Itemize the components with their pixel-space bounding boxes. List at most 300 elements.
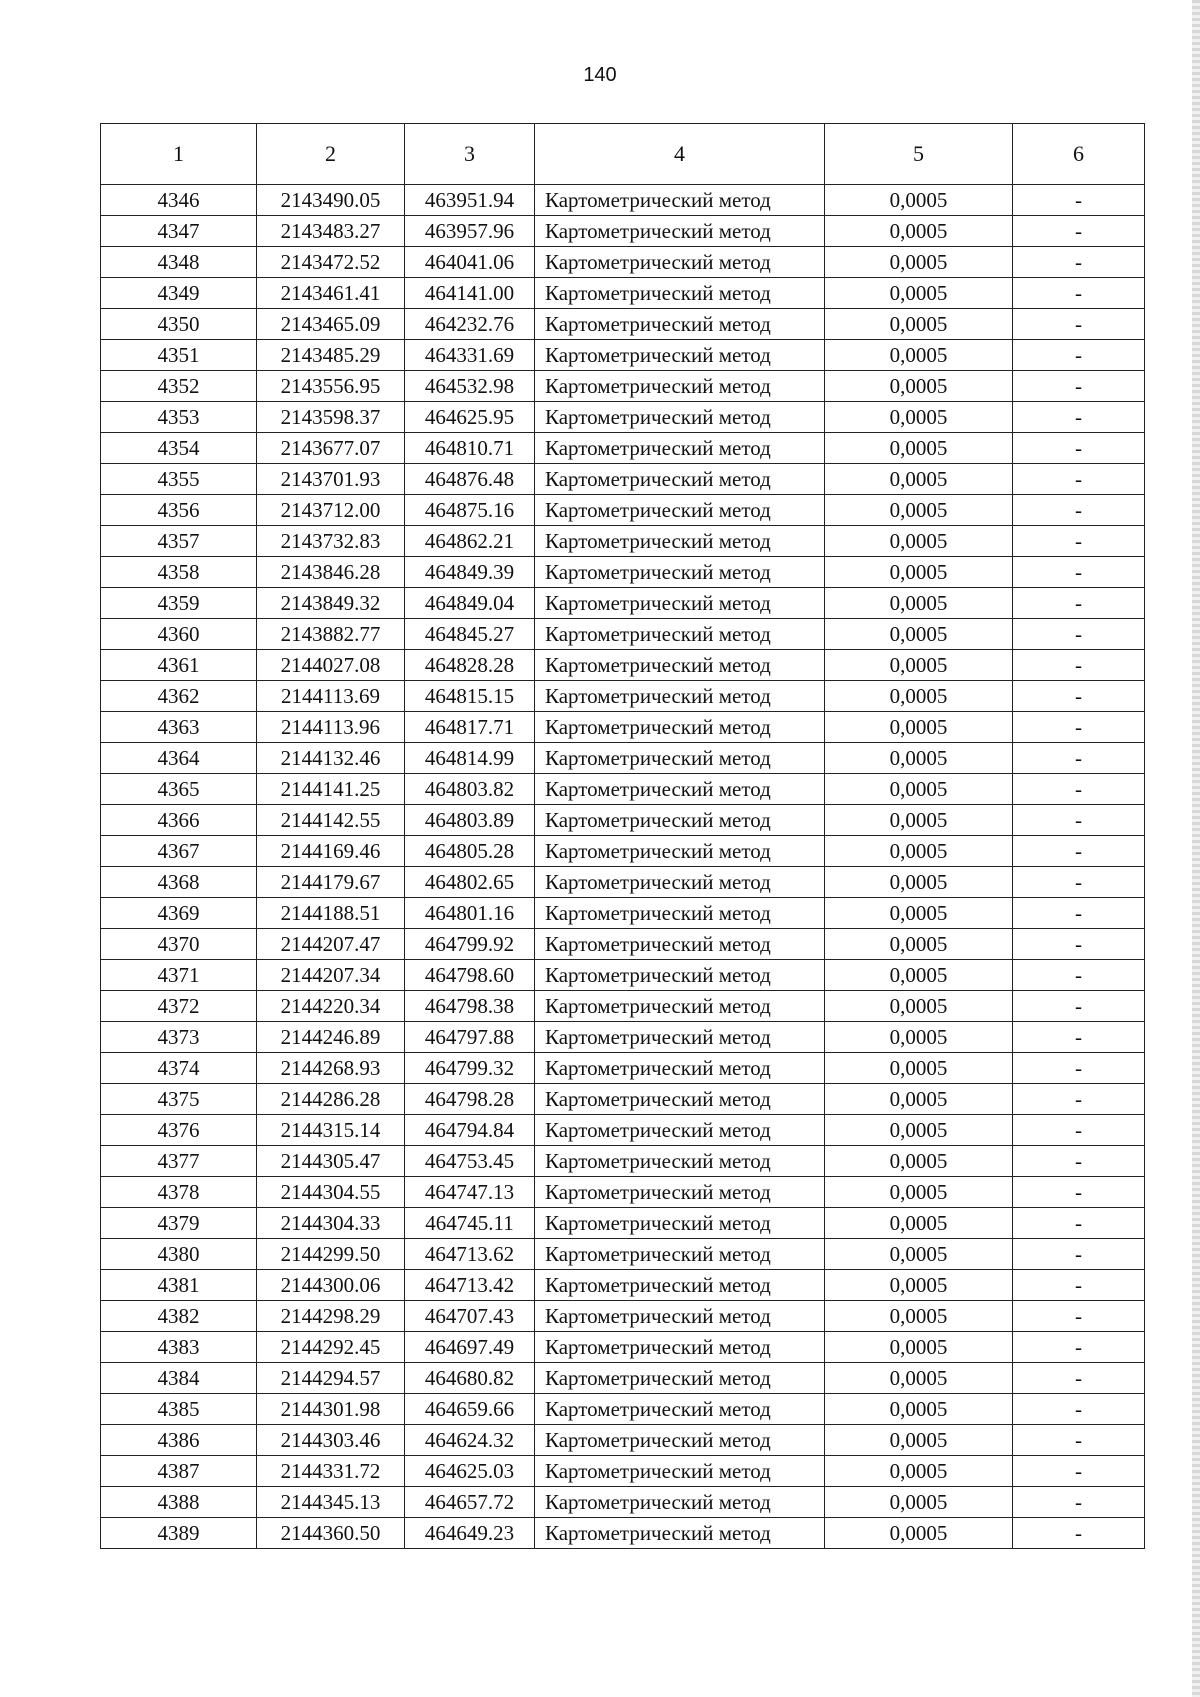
point-number-cell: 4357 bbox=[101, 526, 257, 557]
table-row bbox=[101, 898, 1145, 929]
x-coordinate-cell: 2144301.98 bbox=[257, 1394, 405, 1425]
y-coordinate-cell: 464657.72 bbox=[405, 1487, 535, 1518]
y-coordinate-cell: 464875.16 bbox=[405, 495, 535, 526]
x-coordinate-cell: 2143677.07 bbox=[257, 433, 405, 464]
accuracy-cell: 0,0005 bbox=[825, 1332, 1013, 1363]
method-cell: Картометрический метод bbox=[535, 1332, 825, 1363]
accuracy-cell: 0,0005 bbox=[825, 1239, 1013, 1270]
method-cell: Картометрический метод bbox=[535, 774, 825, 805]
note-cell: - bbox=[1013, 1115, 1145, 1146]
table-row bbox=[101, 588, 1145, 619]
accuracy-cell: 0,0005 bbox=[825, 929, 1013, 960]
point-number-cell: 4373 bbox=[101, 1022, 257, 1053]
y-coordinate-cell: 464232.76 bbox=[405, 309, 535, 340]
method-cell: Картометрический метод bbox=[535, 278, 825, 309]
note-cell: - bbox=[1013, 1487, 1145, 1518]
x-coordinate-cell: 2143598.37 bbox=[257, 402, 405, 433]
method-cell: Картометрический метод bbox=[535, 1425, 825, 1456]
point-number-cell: 4363 bbox=[101, 712, 257, 743]
table-row bbox=[101, 1208, 1145, 1239]
y-coordinate-cell: 464797.88 bbox=[405, 1022, 535, 1053]
note-cell: - bbox=[1013, 712, 1145, 743]
table-row bbox=[101, 247, 1145, 278]
accuracy-cell: 0,0005 bbox=[825, 774, 1013, 805]
point-number-cell: 4371 bbox=[101, 960, 257, 991]
accuracy-cell: 0,0005 bbox=[825, 743, 1013, 774]
accuracy-cell: 0,0005 bbox=[825, 309, 1013, 340]
point-number-cell: 4386 bbox=[101, 1425, 257, 1456]
x-coordinate-cell: 2144300.06 bbox=[257, 1270, 405, 1301]
x-coordinate-cell: 2143472.52 bbox=[257, 247, 405, 278]
accuracy-cell: 0,0005 bbox=[825, 247, 1013, 278]
method-cell: Картометрический метод bbox=[535, 1115, 825, 1146]
method-cell: Картометрический метод bbox=[535, 340, 825, 371]
y-coordinate-cell: 464798.60 bbox=[405, 960, 535, 991]
y-coordinate-cell: 464828.28 bbox=[405, 650, 535, 681]
table-row bbox=[101, 1239, 1145, 1270]
x-coordinate-cell: 2144207.34 bbox=[257, 960, 405, 991]
y-coordinate-cell: 464713.42 bbox=[405, 1270, 535, 1301]
method-cell: Картометрический метод bbox=[535, 1518, 825, 1549]
header-col-6: 6 bbox=[1013, 124, 1145, 185]
point-number-cell: 4375 bbox=[101, 1084, 257, 1115]
method-cell: Картометрический метод bbox=[535, 1239, 825, 1270]
method-cell: Картометрический метод bbox=[535, 960, 825, 991]
note-cell: - bbox=[1013, 495, 1145, 526]
table-row bbox=[101, 557, 1145, 588]
accuracy-cell: 0,0005 bbox=[825, 1425, 1013, 1456]
method-cell: Картометрический метод bbox=[535, 650, 825, 681]
point-number-cell: 4374 bbox=[101, 1053, 257, 1084]
point-number-cell: 4368 bbox=[101, 867, 257, 898]
x-coordinate-cell: 2144294.57 bbox=[257, 1363, 405, 1394]
accuracy-cell: 0,0005 bbox=[825, 1022, 1013, 1053]
header-col-1: 1 bbox=[101, 124, 257, 185]
table-row bbox=[101, 1115, 1145, 1146]
x-coordinate-cell: 2144298.29 bbox=[257, 1301, 405, 1332]
point-number-cell: 4346 bbox=[101, 185, 257, 216]
accuracy-cell: 0,0005 bbox=[825, 960, 1013, 991]
x-coordinate-cell: 2144299.50 bbox=[257, 1239, 405, 1270]
method-cell: Картометрический метод bbox=[535, 681, 825, 712]
x-coordinate-cell: 2144142.55 bbox=[257, 805, 405, 836]
method-cell: Картометрический метод bbox=[535, 1301, 825, 1332]
table-body bbox=[101, 185, 1145, 1549]
point-number-cell: 4388 bbox=[101, 1487, 257, 1518]
method-cell: Картометрический метод bbox=[535, 247, 825, 278]
accuracy-cell: 0,0005 bbox=[825, 650, 1013, 681]
scan-edge bbox=[1192, 0, 1200, 1697]
table-row bbox=[101, 743, 1145, 774]
y-coordinate-cell: 464810.71 bbox=[405, 433, 535, 464]
note-cell: - bbox=[1013, 247, 1145, 278]
accuracy-cell: 0,0005 bbox=[825, 402, 1013, 433]
table-row bbox=[101, 1177, 1145, 1208]
method-cell: Картометрический метод bbox=[535, 805, 825, 836]
point-number-cell: 4360 bbox=[101, 619, 257, 650]
y-coordinate-cell: 464753.45 bbox=[405, 1146, 535, 1177]
point-number-cell: 4384 bbox=[101, 1363, 257, 1394]
y-coordinate-cell: 464680.82 bbox=[405, 1363, 535, 1394]
table-row bbox=[101, 1084, 1145, 1115]
x-coordinate-cell: 2144286.28 bbox=[257, 1084, 405, 1115]
note-cell: - bbox=[1013, 309, 1145, 340]
note-cell: - bbox=[1013, 1022, 1145, 1053]
method-cell: Картометрический метод bbox=[535, 216, 825, 247]
table-row bbox=[101, 1146, 1145, 1177]
y-coordinate-cell: 464849.39 bbox=[405, 557, 535, 588]
y-coordinate-cell: 464713.62 bbox=[405, 1239, 535, 1270]
accuracy-cell: 0,0005 bbox=[825, 1177, 1013, 1208]
x-coordinate-cell: 2144113.96 bbox=[257, 712, 405, 743]
x-coordinate-cell: 2144360.50 bbox=[257, 1518, 405, 1549]
method-cell: Картометрический метод bbox=[535, 1270, 825, 1301]
method-cell: Картометрический метод bbox=[535, 929, 825, 960]
table-row bbox=[101, 1487, 1145, 1518]
method-cell: Картометрический метод bbox=[535, 867, 825, 898]
point-number-cell: 4364 bbox=[101, 743, 257, 774]
point-number-cell: 4366 bbox=[101, 805, 257, 836]
note-cell: - bbox=[1013, 1425, 1145, 1456]
y-coordinate-cell: 464799.32 bbox=[405, 1053, 535, 1084]
note-cell: - bbox=[1013, 991, 1145, 1022]
x-coordinate-cell: 2143485.29 bbox=[257, 340, 405, 371]
method-cell: Картометрический метод bbox=[535, 1208, 825, 1239]
point-number-cell: 4387 bbox=[101, 1456, 257, 1487]
point-number-cell: 4348 bbox=[101, 247, 257, 278]
accuracy-cell: 0,0005 bbox=[825, 464, 1013, 495]
accuracy-cell: 0,0005 bbox=[825, 1394, 1013, 1425]
table-row bbox=[101, 991, 1145, 1022]
method-cell: Картометрический метод bbox=[535, 991, 825, 1022]
table-row bbox=[101, 495, 1145, 526]
accuracy-cell: 0,0005 bbox=[825, 712, 1013, 743]
accuracy-cell: 0,0005 bbox=[825, 1208, 1013, 1239]
y-coordinate-cell: 464624.32 bbox=[405, 1425, 535, 1456]
accuracy-cell: 0,0005 bbox=[825, 619, 1013, 650]
point-number-cell: 4370 bbox=[101, 929, 257, 960]
table-row bbox=[101, 867, 1145, 898]
accuracy-cell: 0,0005 bbox=[825, 588, 1013, 619]
header-col-5: 5 bbox=[825, 124, 1013, 185]
point-number-cell: 4353 bbox=[101, 402, 257, 433]
point-number-cell: 4356 bbox=[101, 495, 257, 526]
accuracy-cell: 0,0005 bbox=[825, 495, 1013, 526]
y-coordinate-cell: 464747.13 bbox=[405, 1177, 535, 1208]
x-coordinate-cell: 2144292.45 bbox=[257, 1332, 405, 1363]
table-row bbox=[101, 433, 1145, 464]
accuracy-cell: 0,0005 bbox=[825, 1518, 1013, 1549]
accuracy-cell: 0,0005 bbox=[825, 991, 1013, 1022]
note-cell: - bbox=[1013, 1301, 1145, 1332]
x-coordinate-cell: 2144315.14 bbox=[257, 1115, 405, 1146]
table-row bbox=[101, 712, 1145, 743]
note-cell: - bbox=[1013, 1084, 1145, 1115]
accuracy-cell: 0,0005 bbox=[825, 433, 1013, 464]
method-cell: Картометрический метод bbox=[535, 557, 825, 588]
note-cell: - bbox=[1013, 960, 1145, 991]
table-row bbox=[101, 836, 1145, 867]
y-coordinate-cell: 464707.43 bbox=[405, 1301, 535, 1332]
point-number-cell: 4365 bbox=[101, 774, 257, 805]
y-coordinate-cell: 464814.99 bbox=[405, 743, 535, 774]
point-number-cell: 4358 bbox=[101, 557, 257, 588]
table-row bbox=[101, 805, 1145, 836]
y-coordinate-cell: 464815.15 bbox=[405, 681, 535, 712]
x-coordinate-cell: 2144179.67 bbox=[257, 867, 405, 898]
note-cell: - bbox=[1013, 805, 1145, 836]
table-row bbox=[101, 1425, 1145, 1456]
accuracy-cell: 0,0005 bbox=[825, 681, 1013, 712]
note-cell: - bbox=[1013, 526, 1145, 557]
point-number-cell: 4361 bbox=[101, 650, 257, 681]
method-cell: Картометрический метод bbox=[535, 1487, 825, 1518]
y-coordinate-cell: 464532.98 bbox=[405, 371, 535, 402]
note-cell: - bbox=[1013, 1332, 1145, 1363]
point-number-cell: 4389 bbox=[101, 1518, 257, 1549]
point-number-cell: 4372 bbox=[101, 991, 257, 1022]
y-coordinate-cell: 464331.69 bbox=[405, 340, 535, 371]
point-number-cell: 4382 bbox=[101, 1301, 257, 1332]
note-cell: - bbox=[1013, 836, 1145, 867]
accuracy-cell: 0,0005 bbox=[825, 1487, 1013, 1518]
x-coordinate-cell: 2144246.89 bbox=[257, 1022, 405, 1053]
point-number-cell: 4381 bbox=[101, 1270, 257, 1301]
y-coordinate-cell: 464803.82 bbox=[405, 774, 535, 805]
method-cell: Картометрический метод bbox=[535, 836, 825, 867]
table-header bbox=[101, 124, 1145, 185]
y-coordinate-cell: 463957.96 bbox=[405, 216, 535, 247]
table-row bbox=[101, 216, 1145, 247]
method-cell: Картометрический метод bbox=[535, 526, 825, 557]
y-coordinate-cell: 464659.66 bbox=[405, 1394, 535, 1425]
method-cell: Картометрический метод bbox=[535, 495, 825, 526]
y-coordinate-cell: 463951.94 bbox=[405, 185, 535, 216]
point-number-cell: 4378 bbox=[101, 1177, 257, 1208]
x-coordinate-cell: 2144027.08 bbox=[257, 650, 405, 681]
point-number-cell: 4369 bbox=[101, 898, 257, 929]
accuracy-cell: 0,0005 bbox=[825, 1270, 1013, 1301]
method-cell: Картометрический метод bbox=[535, 371, 825, 402]
point-number-cell: 4377 bbox=[101, 1146, 257, 1177]
accuracy-cell: 0,0005 bbox=[825, 278, 1013, 309]
x-coordinate-cell: 2144207.47 bbox=[257, 929, 405, 960]
note-cell: - bbox=[1013, 1239, 1145, 1270]
note-cell: - bbox=[1013, 1146, 1145, 1177]
point-number-cell: 4351 bbox=[101, 340, 257, 371]
table-row bbox=[101, 309, 1145, 340]
x-coordinate-cell: 2144113.69 bbox=[257, 681, 405, 712]
method-cell: Картометрический метод bbox=[535, 1363, 825, 1394]
point-number-cell: 4376 bbox=[101, 1115, 257, 1146]
note-cell: - bbox=[1013, 681, 1145, 712]
point-number-cell: 4355 bbox=[101, 464, 257, 495]
table-row bbox=[101, 1301, 1145, 1332]
page-number: 140 bbox=[583, 64, 617, 86]
accuracy-cell: 0,0005 bbox=[825, 1084, 1013, 1115]
x-coordinate-cell: 2143732.83 bbox=[257, 526, 405, 557]
x-coordinate-cell: 2144132.46 bbox=[257, 743, 405, 774]
note-cell: - bbox=[1013, 557, 1145, 588]
accuracy-cell: 0,0005 bbox=[825, 1363, 1013, 1394]
x-coordinate-cell: 2144169.46 bbox=[257, 836, 405, 867]
point-number-cell: 4354 bbox=[101, 433, 257, 464]
coordinates-table bbox=[100, 123, 1145, 1549]
method-cell: Картометрический метод bbox=[535, 1456, 825, 1487]
y-coordinate-cell: 464805.28 bbox=[405, 836, 535, 867]
note-cell: - bbox=[1013, 278, 1145, 309]
note-cell: - bbox=[1013, 588, 1145, 619]
note-cell: - bbox=[1013, 898, 1145, 929]
note-cell: - bbox=[1013, 743, 1145, 774]
table-row bbox=[101, 1363, 1145, 1394]
table-row bbox=[101, 278, 1145, 309]
accuracy-cell: 0,0005 bbox=[825, 216, 1013, 247]
point-number-cell: 4347 bbox=[101, 216, 257, 247]
table-row bbox=[101, 1053, 1145, 1084]
table-row bbox=[101, 1022, 1145, 1053]
header-row bbox=[101, 124, 1145, 185]
x-coordinate-cell: 2144304.55 bbox=[257, 1177, 405, 1208]
table-row bbox=[101, 619, 1145, 650]
y-coordinate-cell: 464697.49 bbox=[405, 1332, 535, 1363]
table-row bbox=[101, 526, 1145, 557]
point-number-cell: 4385 bbox=[101, 1394, 257, 1425]
method-cell: Картометрический метод bbox=[535, 588, 825, 619]
accuracy-cell: 0,0005 bbox=[825, 1301, 1013, 1332]
table-row bbox=[101, 402, 1145, 433]
method-cell: Картометрический метод bbox=[535, 1022, 825, 1053]
accuracy-cell: 0,0005 bbox=[825, 805, 1013, 836]
point-number-cell: 4350 bbox=[101, 309, 257, 340]
method-cell: Картометрический метод bbox=[535, 1146, 825, 1177]
table-row bbox=[101, 650, 1145, 681]
table-row bbox=[101, 1518, 1145, 1549]
accuracy-cell: 0,0005 bbox=[825, 1115, 1013, 1146]
table-row bbox=[101, 1332, 1145, 1363]
table-row bbox=[101, 464, 1145, 495]
accuracy-cell: 0,0005 bbox=[825, 340, 1013, 371]
y-coordinate-cell: 464649.23 bbox=[405, 1518, 535, 1549]
accuracy-cell: 0,0005 bbox=[825, 1053, 1013, 1084]
y-coordinate-cell: 464799.92 bbox=[405, 929, 535, 960]
note-cell: - bbox=[1013, 185, 1145, 216]
x-coordinate-cell: 2143461.41 bbox=[257, 278, 405, 309]
table-row bbox=[101, 340, 1145, 371]
x-coordinate-cell: 2144305.47 bbox=[257, 1146, 405, 1177]
note-cell: - bbox=[1013, 1518, 1145, 1549]
x-coordinate-cell: 2143490.05 bbox=[257, 185, 405, 216]
y-coordinate-cell: 464798.28 bbox=[405, 1084, 535, 1115]
method-cell: Картометрический метод bbox=[535, 309, 825, 340]
y-coordinate-cell: 464794.84 bbox=[405, 1115, 535, 1146]
note-cell: - bbox=[1013, 1456, 1145, 1487]
x-coordinate-cell: 2143465.09 bbox=[257, 309, 405, 340]
method-cell: Картометрический метод bbox=[535, 1394, 825, 1425]
y-coordinate-cell: 464876.48 bbox=[405, 464, 535, 495]
note-cell: - bbox=[1013, 1053, 1145, 1084]
method-cell: Картометрический метод bbox=[535, 433, 825, 464]
y-coordinate-cell: 464041.06 bbox=[405, 247, 535, 278]
accuracy-cell: 0,0005 bbox=[825, 1146, 1013, 1177]
method-cell: Картометрический метод bbox=[535, 402, 825, 433]
y-coordinate-cell: 464745.11 bbox=[405, 1208, 535, 1239]
x-coordinate-cell: 2143556.95 bbox=[257, 371, 405, 402]
point-number-cell: 4362 bbox=[101, 681, 257, 712]
x-coordinate-cell: 2144141.25 bbox=[257, 774, 405, 805]
y-coordinate-cell: 464845.27 bbox=[405, 619, 535, 650]
header-col-4: 4 bbox=[535, 124, 825, 185]
point-number-cell: 4352 bbox=[101, 371, 257, 402]
point-number-cell: 4367 bbox=[101, 836, 257, 867]
x-coordinate-cell: 2144304.33 bbox=[257, 1208, 405, 1239]
y-coordinate-cell: 464849.04 bbox=[405, 588, 535, 619]
note-cell: - bbox=[1013, 1177, 1145, 1208]
x-coordinate-cell: 2143701.93 bbox=[257, 464, 405, 495]
method-cell: Картометрический метод bbox=[535, 1177, 825, 1208]
x-coordinate-cell: 2143849.32 bbox=[257, 588, 405, 619]
table-row bbox=[101, 929, 1145, 960]
accuracy-cell: 0,0005 bbox=[825, 526, 1013, 557]
point-number-cell: 4349 bbox=[101, 278, 257, 309]
note-cell: - bbox=[1013, 1270, 1145, 1301]
note-cell: - bbox=[1013, 216, 1145, 247]
note-cell: - bbox=[1013, 1363, 1145, 1394]
accuracy-cell: 0,0005 bbox=[825, 185, 1013, 216]
table-row bbox=[101, 960, 1145, 991]
method-cell: Картометрический метод bbox=[535, 1084, 825, 1115]
accuracy-cell: 0,0005 bbox=[825, 1456, 1013, 1487]
y-coordinate-cell: 464801.16 bbox=[405, 898, 535, 929]
table-row bbox=[101, 1456, 1145, 1487]
x-coordinate-cell: 2144188.51 bbox=[257, 898, 405, 929]
y-coordinate-cell: 464862.21 bbox=[405, 526, 535, 557]
table-row bbox=[101, 681, 1145, 712]
accuracy-cell: 0,0005 bbox=[825, 898, 1013, 929]
method-cell: Картометрический метод bbox=[535, 185, 825, 216]
accuracy-cell: 0,0005 bbox=[825, 867, 1013, 898]
header-col-3: 3 bbox=[405, 124, 535, 185]
y-coordinate-cell: 464802.65 bbox=[405, 867, 535, 898]
x-coordinate-cell: 2143846.28 bbox=[257, 557, 405, 588]
note-cell: - bbox=[1013, 650, 1145, 681]
x-coordinate-cell: 2144303.46 bbox=[257, 1425, 405, 1456]
x-coordinate-cell: 2144220.34 bbox=[257, 991, 405, 1022]
accuracy-cell: 0,0005 bbox=[825, 557, 1013, 588]
y-coordinate-cell: 464803.89 bbox=[405, 805, 535, 836]
point-number-cell: 4379 bbox=[101, 1208, 257, 1239]
accuracy-cell: 0,0005 bbox=[825, 371, 1013, 402]
table-row bbox=[101, 1270, 1145, 1301]
note-cell: - bbox=[1013, 619, 1145, 650]
note-cell: - bbox=[1013, 402, 1145, 433]
y-coordinate-cell: 464625.03 bbox=[405, 1456, 535, 1487]
table-row bbox=[101, 774, 1145, 805]
method-cell: Картометрический метод bbox=[535, 464, 825, 495]
point-number-cell: 4383 bbox=[101, 1332, 257, 1363]
y-coordinate-cell: 464625.95 bbox=[405, 402, 535, 433]
x-coordinate-cell: 2143882.77 bbox=[257, 619, 405, 650]
x-coordinate-cell: 2143712.00 bbox=[257, 495, 405, 526]
x-coordinate-cell: 2144331.72 bbox=[257, 1456, 405, 1487]
note-cell: - bbox=[1013, 1208, 1145, 1239]
note-cell: - bbox=[1013, 464, 1145, 495]
y-coordinate-cell: 464141.00 bbox=[405, 278, 535, 309]
note-cell: - bbox=[1013, 340, 1145, 371]
x-coordinate-cell: 2144268.93 bbox=[257, 1053, 405, 1084]
method-cell: Картометрический метод bbox=[535, 743, 825, 774]
table-row bbox=[101, 1394, 1145, 1425]
